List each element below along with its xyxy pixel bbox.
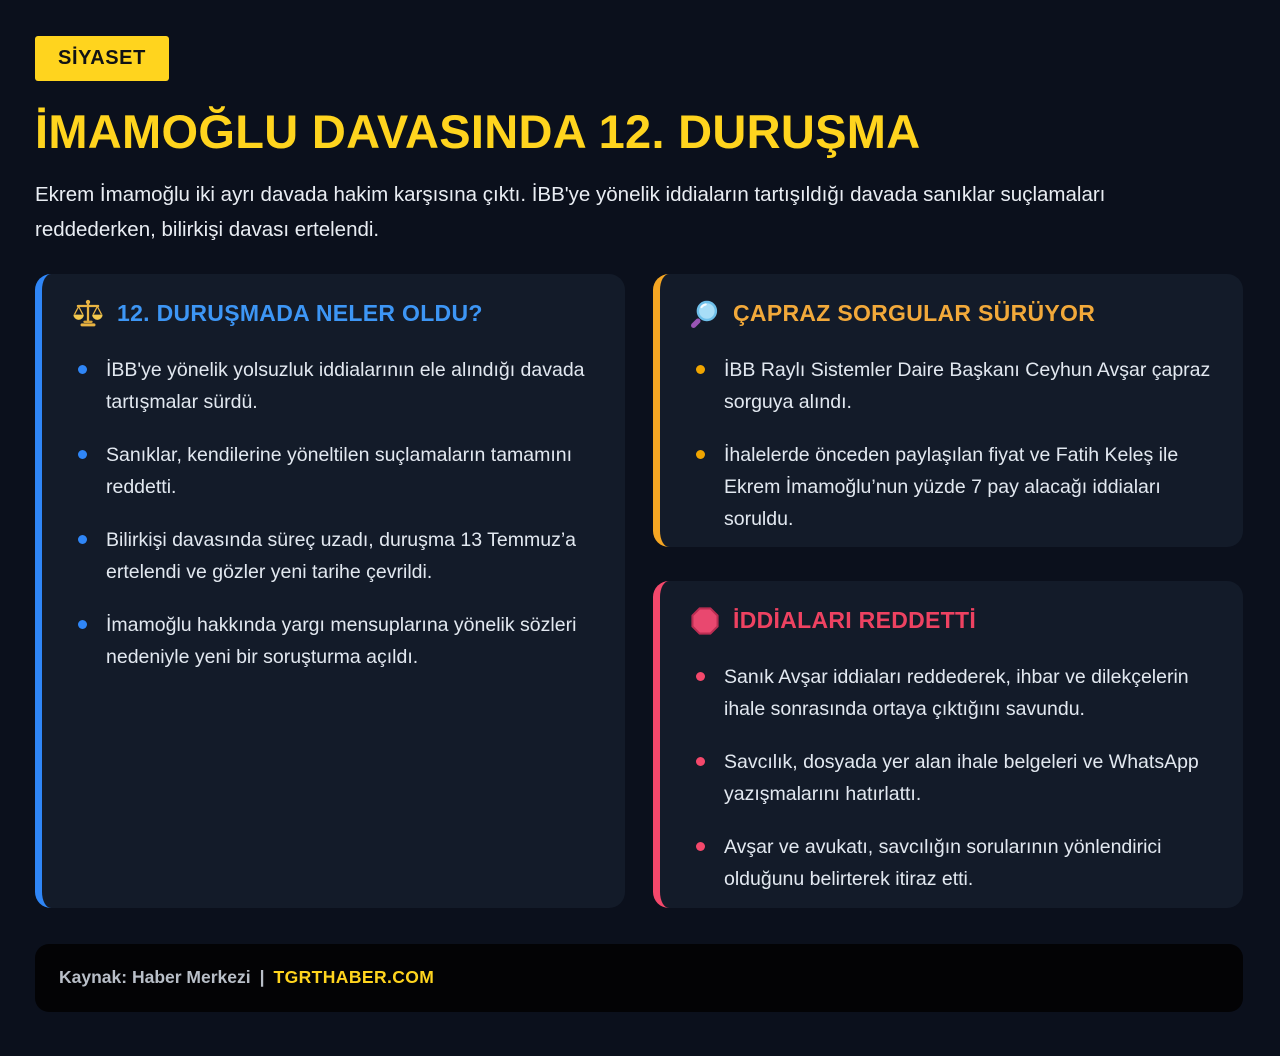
bullet-item: İmamoğlu hakkında yargı mensuplarına yönelik sözleri nedeniyle yeni bir soruşturma açıldı. <box>76 609 597 673</box>
bullet-item: İBB Raylı Sistemler Daire Başkanı Ceyhun Avşar çapraz sorguya alındı. <box>694 354 1215 418</box>
card-header <box>684 606 1215 636</box>
source-footer <box>35 944 1243 1012</box>
bullet-item: Savcılık, dosyada yer alan ihale belgeleri ve WhatsApp yazışmalarını hatırlattı. <box>694 746 1215 810</box>
magnifier-icon <box>690 299 720 329</box>
bullet-item: Bilirkişi davasında süreç uzadı, duruşma 13 Temmuz’a ertelendi ve gözler yeni tarihe çevrildi. <box>76 524 597 588</box>
bullet-list <box>684 661 1215 895</box>
bullet-item: İBB'ye yönelik yolsuzluk iddialarının ele alındığı davada tartışmalar sürdü. <box>76 354 597 418</box>
card-cross-examination <box>653 274 1243 547</box>
right-column <box>653 274 1243 908</box>
bullet-item: Sanıklar, kendilerine yöneltilen suçlamaların tamamını reddetti. <box>76 439 597 503</box>
bullet-item: Sanık Avşar iddiaları reddederek, ihbar ve dilekçelerin ihale sonrasında ortaya çıktığını savundu. <box>694 661 1215 725</box>
bullet-item: Avşar ve avukatı, savcılığın sorularının yönlendirici olduğunu belirterek itiraz etti. <box>694 831 1215 895</box>
card-header <box>684 299 1215 329</box>
bullet-item: İhalelerde önceden paylaşılan fiyat ve Fatih Keleş ile Ekrem İmamoğlu’nun yüzde 7 pay alacağı iddiaları soruldu. <box>694 439 1215 535</box>
source-label: Kaynak: Haber Merkezi <box>59 967 251 988</box>
card-title: İDDİALARI REDDETTİ <box>733 607 977 634</box>
scales-icon <box>72 299 104 329</box>
card-hearing-summary <box>35 274 625 908</box>
separator: | <box>259 967 265 988</box>
stop-icon <box>690 606 720 636</box>
bullet-list <box>66 354 597 673</box>
site-name: TGRTHABER.COM <box>273 967 435 988</box>
card-title: ÇAPRAZ SORGULAR SÜRÜYOR <box>733 300 1096 327</box>
cards-grid <box>35 274 1243 908</box>
card-title: 12. DURUŞMADA NELER OLDU? <box>117 300 483 327</box>
page-subtitle: Ekrem İmamoğlu iki ayrı davada hakim karşısına çıktı. İBB'ye yönelik iddiaların tartışıldığı davada sanıklar suçlamaları reddederken, bilirkişi davası ertelendi. <box>35 182 1106 241</box>
card-header <box>66 299 597 329</box>
page-title: İMAMOĞLU DAVASINDA 12. DURUŞMA <box>35 105 921 158</box>
category-badge: SİYASET <box>35 36 169 81</box>
bullet-list <box>684 354 1215 535</box>
card-denial <box>653 581 1243 908</box>
